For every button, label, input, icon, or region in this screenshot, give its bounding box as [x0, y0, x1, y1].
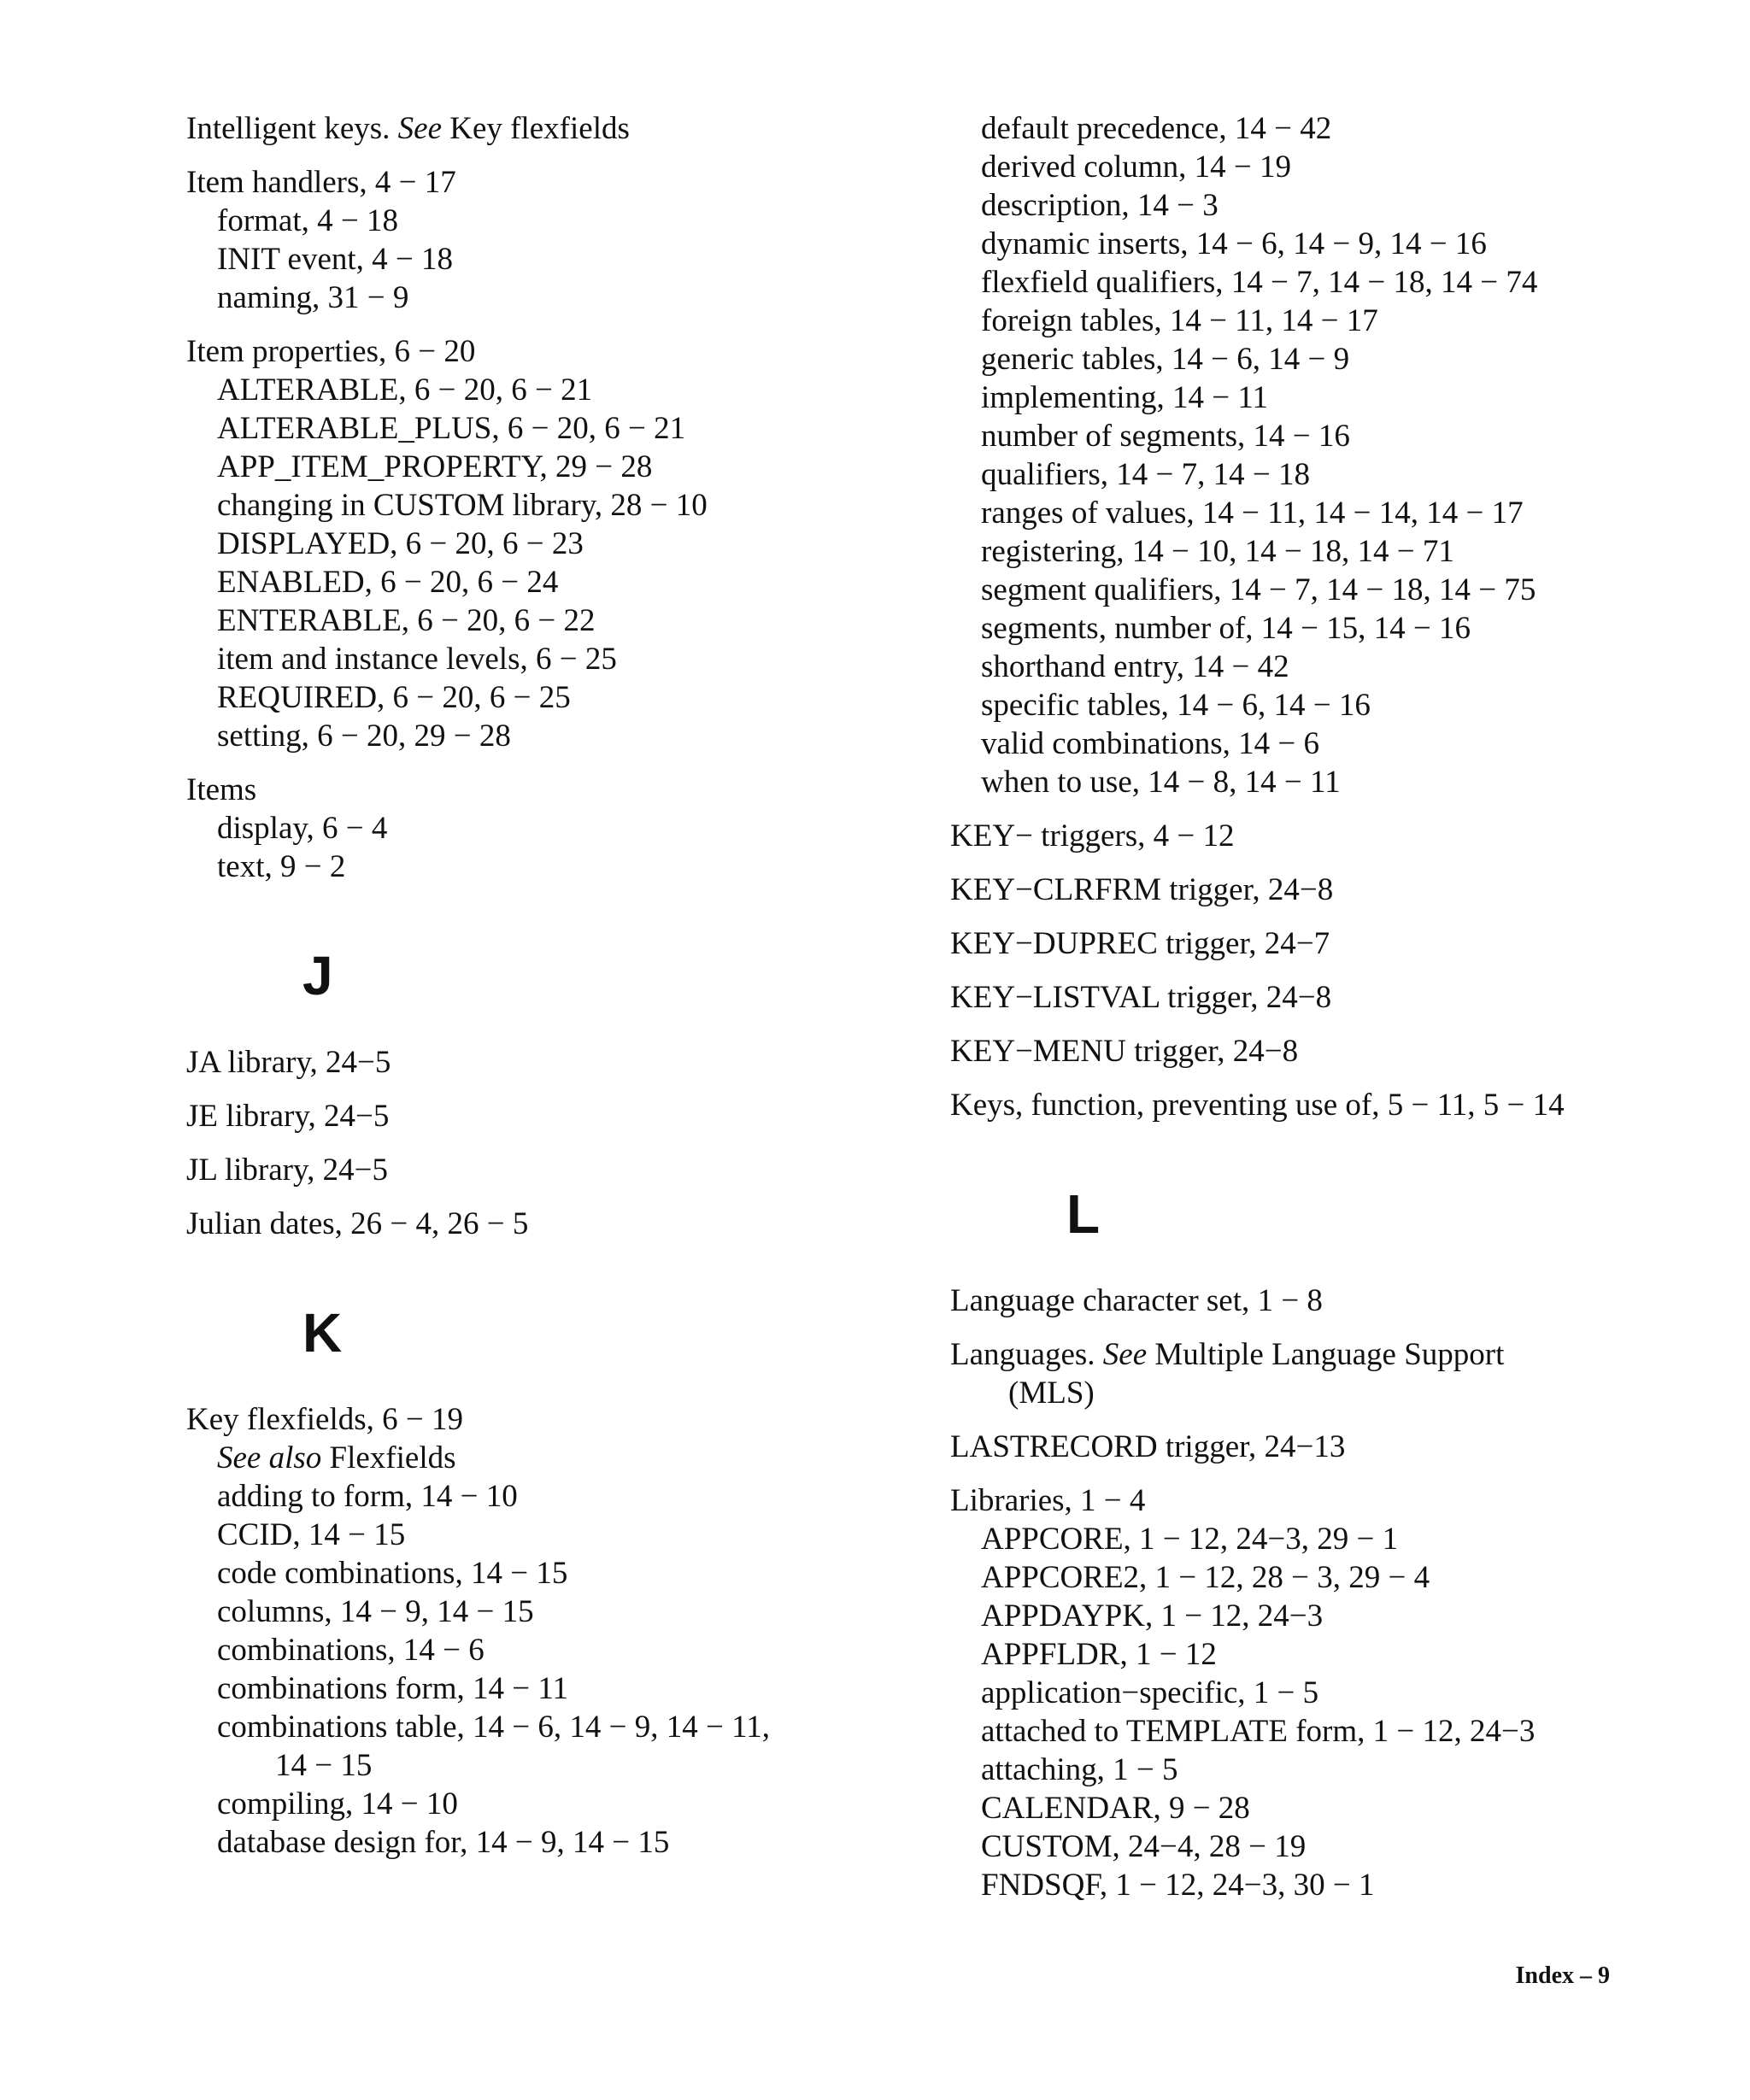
index-subterm: segment qualifiers, 14 − 7, 14 − 18, 14 − 75 — [981, 572, 1536, 607]
index-subterm: attached to TEMPLATE form, 1 − 12, 24−3 — [981, 1714, 1536, 1749]
index-subterm: CALENDAR, 9 − 28 — [981, 1791, 1250, 1826]
entry-key-flexfields-continued — [950, 109, 1719, 801]
entry-keys-function — [950, 1086, 1719, 1124]
index-subterm: naming, 31 − 9 — [217, 280, 409, 315]
index-subterm: implementing, 14 − 11 — [981, 380, 1269, 415]
index-main-term: Language character set, 1 − 8 — [950, 1283, 1323, 1318]
index-subterm: CUSTOM, 24−4, 28 − 19 — [981, 1829, 1307, 1864]
entry-text: Languages. — [950, 1337, 1103, 1372]
see-reference: See — [397, 111, 442, 146]
index-subterm: registering, 14 − 10, 14 − 18, 14 − 71 — [981, 534, 1454, 569]
index-subterm: CCID, 14 − 15 — [217, 1517, 406, 1552]
index-subterm: REQUIRED, 6 − 20, 6 − 25 — [217, 680, 571, 715]
see-also-reference: See also — [217, 1440, 322, 1475]
entry-text: Flexfields — [321, 1440, 456, 1475]
index-subterm: specific tables, 14 − 6, 14 − 16 — [981, 688, 1371, 723]
index-main-term: JE library, 24−5 — [186, 1099, 390, 1134]
index-subterm: ENTERABLE, 6 − 20, 6 − 22 — [217, 603, 596, 638]
index-subterm: qualifiers, 14 − 7, 14 − 18 — [981, 457, 1310, 492]
index-line — [186, 109, 921, 148]
index-subterm: foreign tables, 14 − 11, 14 − 17 — [981, 303, 1378, 338]
page-footer-label: Index – 9 — [1515, 1962, 1610, 1989]
index-subterm: APPCORE2, 1 − 12, 28 − 3, 29 − 4 — [981, 1560, 1430, 1595]
entry-key-triggers — [950, 817, 1719, 855]
entry-item-handlers — [186, 163, 921, 317]
index-subterm: display, 6 − 4 — [217, 811, 388, 846]
entry-intelligent-keys — [186, 109, 921, 148]
index-subterm: APPFLDR, 1 − 12 — [981, 1637, 1217, 1672]
section-letter-j: J — [302, 945, 333, 1006]
entry-julian-dates — [186, 1205, 921, 1243]
index-subterm: application−specific, 1 − 5 — [981, 1675, 1319, 1710]
index-main-term: KEY−LISTVAL trigger, 24−8 — [950, 980, 1332, 1015]
index-subterm: flexfield qualifiers, 14 − 7, 14 − 18, 14 − 74 — [981, 265, 1538, 300]
index-main-term: Item properties, 6 − 20 — [186, 334, 476, 369]
index-subterm: number of segments, 14 − 16 — [981, 419, 1350, 454]
index-subterm: description, 14 − 3 — [981, 188, 1219, 223]
entry-text-continued: 14 − 15 — [275, 1748, 373, 1783]
index-subterm: combinations form, 14 − 11 — [217, 1671, 569, 1706]
index-subterm: database design for, 14 − 9, 14 − 15 — [217, 1825, 670, 1860]
index-main-term: LASTRECORD trigger, 24−13 — [950, 1429, 1346, 1464]
index-main-term: JA library, 24−5 — [186, 1045, 391, 1080]
index-subterm: derived column, 14 − 19 — [981, 150, 1292, 185]
entry-jl-library — [186, 1151, 921, 1189]
entry-je-library — [186, 1097, 921, 1135]
entry-text: Key flexfields — [442, 111, 630, 146]
entry-text: combinations table, 14 − 6, 14 − 9, 14 − 11, — [217, 1710, 770, 1745]
index-main-term: KEY−CLRFRM trigger, 24−8 — [950, 872, 1334, 907]
index-main-term — [950, 1335, 1719, 1412]
index-subterm: when to use, 14 − 8, 14 − 11 — [981, 765, 1341, 800]
index-subterm: APPCORE, 1 − 12, 24−3, 29 − 1 — [981, 1522, 1399, 1557]
index-subterm: APP_ITEM_PROPERTY, 29 − 28 — [217, 449, 653, 484]
entry-ja-library — [186, 1043, 921, 1082]
index-main-term: KEY−MENU trigger, 24−8 — [950, 1034, 1299, 1069]
entry-lastrecord — [950, 1428, 1719, 1466]
index-main-term: Julian dates, 26 − 4, 26 − 5 — [186, 1206, 529, 1241]
index-subterm: INIT event, 4 − 18 — [217, 242, 454, 277]
index-subterm: segments, number of, 14 − 15, 14 − 16 — [981, 611, 1471, 646]
index-subterm: compiling, 14 − 10 — [217, 1786, 458, 1821]
entry-text: Intelligent keys. — [186, 111, 398, 146]
index-subterm: attaching, 1 − 5 — [981, 1752, 1178, 1787]
index-subterm: APPDAYPK, 1 − 12, 24−3 — [981, 1598, 1324, 1634]
entry-item-properties — [186, 332, 921, 755]
index-subterm: text, 9 − 2 — [217, 849, 346, 884]
index-subterm: generic tables, 14 − 6, 14 − 9 — [981, 342, 1350, 377]
section-letter-k: K — [302, 1302, 343, 1364]
index-main-term: Keys, function, preventing use of, 5 − 11, 5 − 14 — [950, 1088, 1565, 1123]
index-main-term: KEY−DUPREC trigger, 24−7 — [950, 926, 1330, 961]
entry-key-clrfrm — [950, 871, 1719, 909]
index-subterm: combinations, 14 − 6 — [217, 1633, 484, 1668]
index-subterm: changing in CUSTOM library, 28 − 10 — [217, 488, 708, 523]
index-main-term: JL library, 24−5 — [186, 1153, 388, 1188]
left-column — [186, 109, 921, 1862]
index-subterm: shorthand entry, 14 − 42 — [981, 649, 1289, 684]
entry-key-menu — [950, 1032, 1719, 1071]
entry-language-character-set — [950, 1282, 1719, 1320]
index-main-term: Items — [186, 772, 257, 807]
index-subterm: ALTERABLE, 6 − 20, 6 − 21 — [217, 372, 593, 408]
index-subterm: code combinations, 14 − 15 — [217, 1556, 568, 1591]
entry-text-continued: (MLS) — [1008, 1376, 1095, 1411]
index-subterm: ranges of values, 14 − 11, 14 − 14, 14 − 17 — [981, 496, 1524, 531]
index-subterm: item and instance levels, 6 − 25 — [217, 642, 617, 677]
index-subterm: dynamic inserts, 14 − 6, 14 − 9, 14 − 16 — [981, 226, 1487, 261]
index-main-term: Key flexfields, 6 − 19 — [186, 1402, 463, 1437]
index-subterm: adding to form, 14 − 10 — [217, 1479, 518, 1514]
entry-key-listval — [950, 978, 1719, 1017]
index-subterm: setting, 6 − 20, 29 − 28 — [217, 719, 511, 754]
index-subterm: DISPLAYED, 6 − 20, 6 − 23 — [217, 526, 584, 561]
index-subterm: ENABLED, 6 − 20, 6 − 24 — [217, 565, 559, 600]
index-subterm: default precedence, 14 − 42 — [981, 111, 1332, 146]
index-subterm: columns, 14 − 9, 14 − 15 — [217, 1594, 534, 1629]
entry-key-duprec — [950, 924, 1719, 963]
entry-key-flexfields — [186, 1400, 921, 1862]
index-subterm-see-also — [186, 1439, 921, 1477]
index-main-term: Libraries, 1 − 4 — [950, 1483, 1146, 1518]
entry-items — [186, 771, 921, 886]
index-main-term: Item handlers, 4 − 17 — [186, 165, 456, 200]
section-letter-l: L — [1066, 1183, 1101, 1245]
right-column — [950, 109, 1719, 1904]
index-subterm-wrapped — [186, 1708, 921, 1785]
index-subterm: valid combinations, 14 − 6 — [981, 726, 1319, 761]
index-subterm: ALTERABLE_PLUS, 6 − 20, 6 − 21 — [217, 411, 686, 446]
index-main-term: KEY− triggers, 4 − 12 — [950, 818, 1235, 853]
entry-text: Multiple Language Support — [1147, 1337, 1505, 1372]
entry-languages — [950, 1335, 1719, 1412]
see-reference: See — [1102, 1337, 1148, 1372]
entry-libraries — [950, 1481, 1719, 1904]
index-subterm: format, 4 − 18 — [217, 203, 398, 238]
index-subterm: FNDSQF, 1 − 12, 24−3, 30 − 1 — [981, 1868, 1375, 1903]
